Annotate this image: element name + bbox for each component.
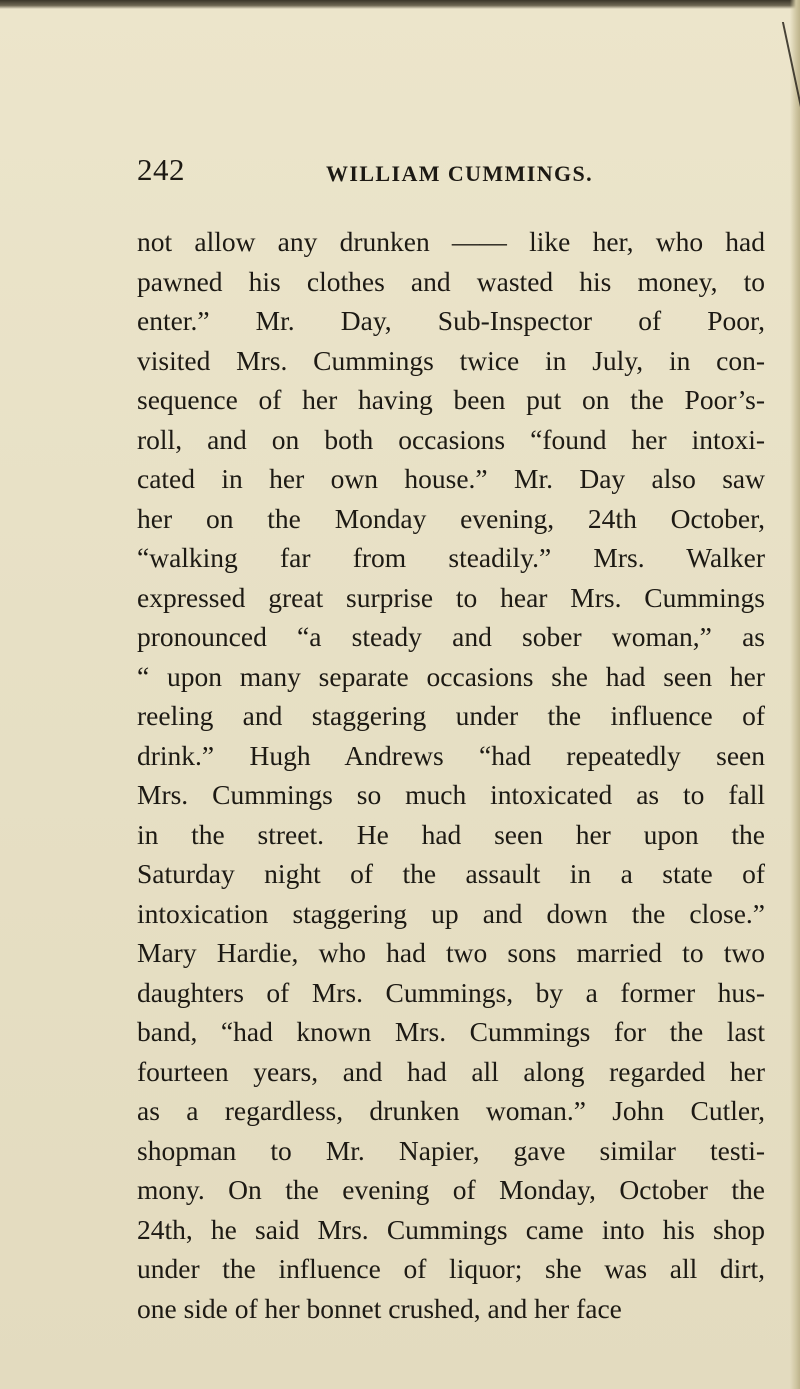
text-line: pawned his clothes and wasted his money, to xyxy=(137,265,765,297)
text-line: Saturday night of the assault in a state of xyxy=(137,858,765,889)
text-line: enter.” Mr. Day, Sub-Inspector of Poor, xyxy=(137,305,765,336)
text-line: pronounced “a steady and sober woman,” as xyxy=(137,621,765,652)
text-line: expressed great surprise to hear Mrs. Cummings xyxy=(137,581,765,613)
page-top-edge-shadow xyxy=(0,0,800,9)
text-line: 24th, he said Mrs. Cummings came into his shop xyxy=(137,1213,765,1245)
text-line: intoxication staggering up and down the close.” xyxy=(137,897,765,929)
text-line: Mrs. Cummings so much intoxicated as to fall xyxy=(137,779,765,810)
text-line: mony. On the evening of Monday, October the xyxy=(137,1174,765,1205)
page-number: 242 xyxy=(137,152,185,187)
page-header xyxy=(137,152,777,192)
text-line: one side of her bonnet crushed, and her face xyxy=(137,1292,622,1324)
text-line: shopman to Mr. Napier, gave similar testi- xyxy=(137,1134,765,1166)
text-line: not allow any drunken —— like her, who had xyxy=(137,226,765,257)
text-line: under the influence of liquor; she was all dirt, xyxy=(137,1253,765,1284)
text-line: daughters of Mrs. Cummings, by a former hus- xyxy=(137,976,765,1008)
text-line: cated in her own house.” Mr. Day also saw xyxy=(137,463,765,494)
text-line: “ upon many separate occasions she had seen her xyxy=(137,660,765,692)
page-right-edge-shadow xyxy=(790,0,800,1389)
text-line: sequence of her having been put on the Poor’s- xyxy=(137,384,765,415)
text-line: reeling and staggering under the influence of xyxy=(137,700,765,731)
text-line: roll, and on both occasions “found her intoxi- xyxy=(137,423,765,455)
text-line: drink.” Hugh Andrews “had repeatedly seen xyxy=(137,739,765,771)
text-line: “walking far from steadily.” Mrs. Walker xyxy=(137,542,765,573)
text-line: Mary Hardie, who had two sons married to two xyxy=(137,937,765,968)
text-line: visited Mrs. Cummings twice in July, in con- xyxy=(137,344,765,376)
text-line: her on the Monday evening, 24th October, xyxy=(137,502,765,534)
text-line: as a regardless, drunken woman.” John Cutler, xyxy=(137,1095,765,1126)
text-line: in the street. He had seen her upon the xyxy=(137,818,765,850)
body-text xyxy=(137,222,765,1328)
text-line: band, “had known Mrs. Cummings for the last xyxy=(137,1016,765,1047)
text-line: fourteen years, and had all along regarded her xyxy=(137,1055,765,1087)
running-title: WILLIAM CUMMINGS. xyxy=(326,161,594,186)
